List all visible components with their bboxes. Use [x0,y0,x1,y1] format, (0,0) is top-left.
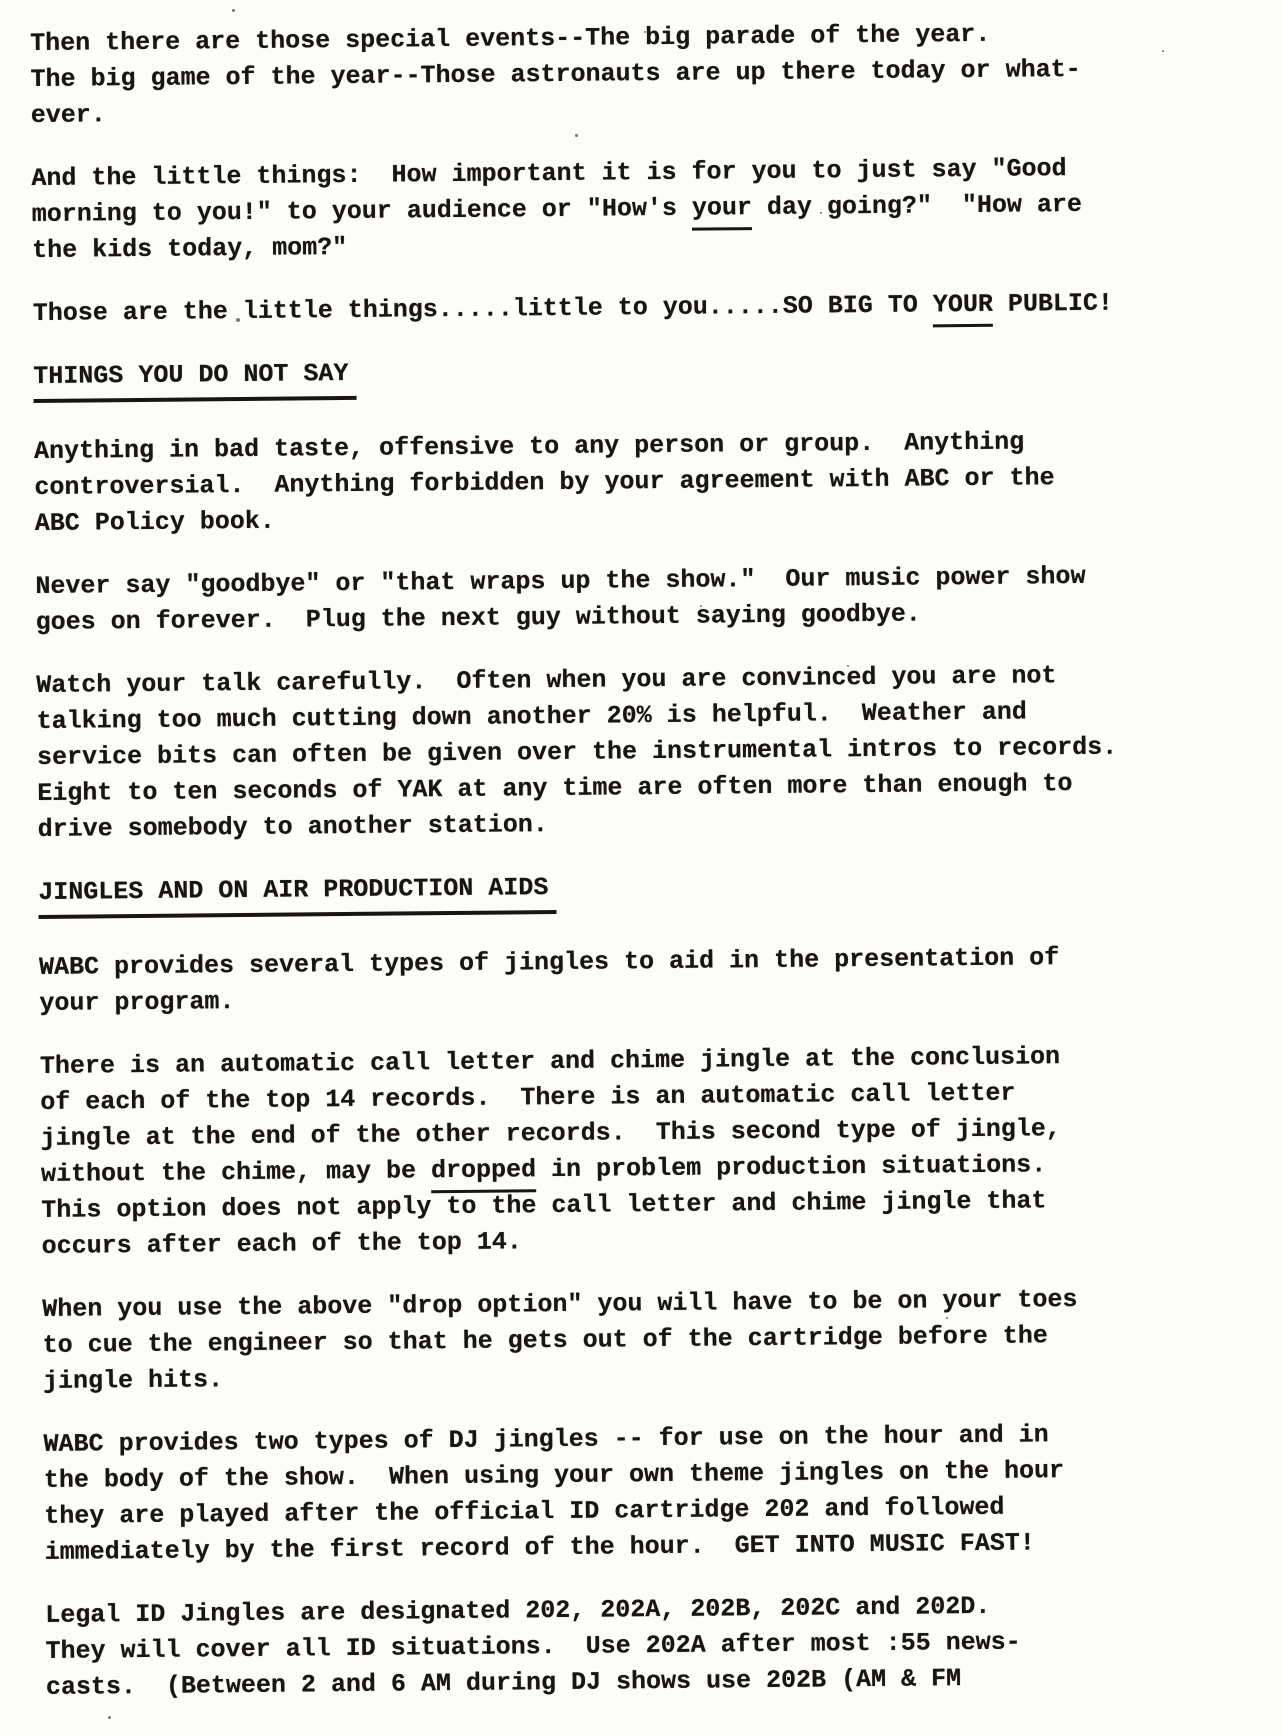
underlined-text: your [692,190,752,231]
text-line [38,864,1198,919]
text-segment: your program. [39,987,235,1018]
text-segment: Anything in bad taste, offensive to any person or group. Anything [33,427,1025,466]
text-segment: The big game of the year--Those astronauts are up there today or what- [30,54,1081,94]
text-segment: WABC provides two types of DJ jingles -- for use on the hour and in [43,1420,1049,1459]
text-segment: in problem production situations. [535,1150,1047,1185]
text-segment: immediately by the first record of the hour. GET INTO MUSIC FAST! [44,1528,1035,1567]
paragraph [39,939,1200,1022]
section-heading [38,864,1198,919]
paragraph [33,285,1193,332]
text-segment: the kids today, mom?" [32,232,348,265]
text-segment: Then there are those special events--The big parade of the year. [30,19,991,58]
text-segment: drive somebody to another station. [37,810,548,844]
text-segment: JINGLES AND ON AIR PRODUCTION AIDS [38,873,549,907]
text-segment: When you use the above "drop option" you will have to be on your toes [42,1285,1078,1324]
text-segment: to cue the engineer so that he gets out of the cartridge before the [42,1321,1048,1360]
text-segment: PUBLIC! [992,288,1114,319]
paragraph [43,1416,1204,1571]
text-segment: They will cover all ID situations. Use 202A after most :55 news- [45,1627,1021,1666]
text-segment: THINGS YOU DO NOT SAY [33,358,349,391]
text-segment: This option does not apply to the call letter and chime jingle that [41,1186,1047,1225]
text-segment: day going?" "How are [751,189,1083,223]
paragraph [36,657,1198,848]
text-segment: WABC provides several types of jingles to aid in the presentation of [38,943,1060,982]
text-segment: Those are the little things.....little to you.....SO BIG TO [32,290,934,328]
text-segment: There is an automatic call letter and chime jingle at the conclusion [39,1042,1061,1081]
underlined-text: YOUR [933,287,993,328]
text-segment: And the little things: How important it is for you to just say "Good [31,154,1067,193]
text-line [33,348,1193,403]
text-segment: goes on forever. Plug the next guy without saying goodbye. [35,599,921,637]
paragraph [31,150,1192,269]
text-segment: controversial. Anything forbidden by your agreement with ABC or the [34,463,1055,502]
text-segment: Legal ID Jingles are designated 202, 202A, 202B, 202C and 202D. [45,1591,991,1630]
underlined-text: dropped [431,1152,536,1193]
text-segment: Watch your talk carefully. Often when you are convinced you are not [36,661,1057,700]
paragraph [35,558,1196,641]
text-segment: jingle at the end of the other records. This second type of jingle, [40,1114,1061,1153]
text-segment: morning to you!" to your audience or "How's [31,193,693,229]
text-segment: ever. [30,100,107,130]
text-segment: they are played after the official ID cartridge 202 and followed [44,1492,1005,1531]
paragraph [45,1587,1206,1706]
document-body [30,15,1206,1733]
text-segment: jingle hits. [42,1365,224,1396]
text-segment: service bits can often be given over the instrumental intros to records. [36,732,1118,772]
text-segment: occurs after each of the top 14. [41,1227,522,1261]
text-segment: ABC Policy book. [34,506,275,538]
paragraph [42,1281,1203,1400]
text-segment: Eight to ten seconds of YAK at any time are often more than enough to [37,769,1073,808]
paragraph [40,1038,1202,1265]
heading-underline [38,870,556,919]
text-segment: talking too much cutting down another 20% is helpful. Weather and [36,697,1027,736]
section-heading [33,348,1193,403]
scan-speck [232,9,235,12]
text-segment: of each of the top 14 records. There is an automatic call letter [40,1078,1016,1117]
text-line [33,285,1193,332]
text-segment: without the chime, may be [40,1156,432,1189]
paragraph [30,15,1191,134]
text-segment: casts. (Between 2 and 6 AM during DJ shows use 202B (AM & FM [45,1664,962,1702]
paragraph [34,423,1195,542]
text-segment: Never say "goodbye" or "that wraps up the show." Our music power show [35,561,1086,601]
text-segment: the body of the show. When using your own theme jingles on the hour [43,1456,1065,1495]
heading-underline [33,356,356,403]
